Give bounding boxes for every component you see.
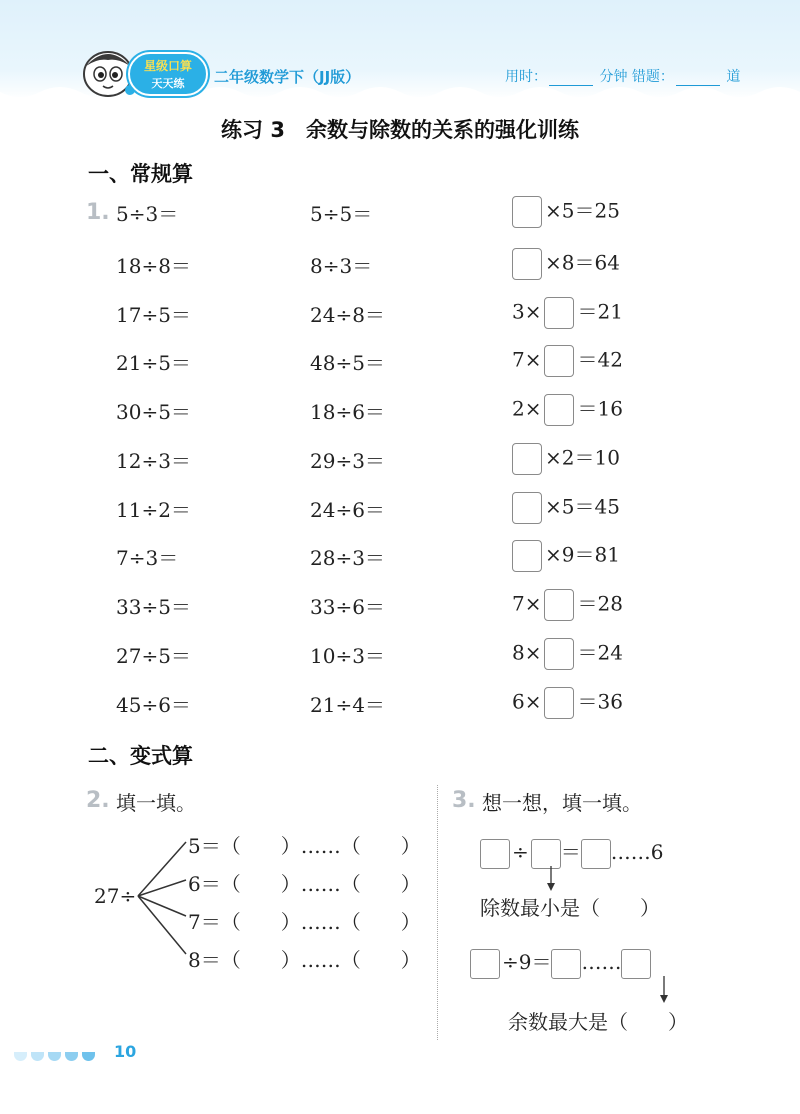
q1-col3-suffix: ×8＝64 <box>545 250 620 275</box>
footer-decoration <box>14 1046 99 1065</box>
question-number-1: 1. <box>86 200 110 225</box>
q1-col1-equation[interactable]: 12÷3＝ <box>116 449 191 473</box>
q1-col1-equation[interactable]: 18÷8＝ <box>116 254 191 278</box>
q3-equation-2 <box>470 946 651 979</box>
series-badge <box>128 52 208 96</box>
branch-lines <box>136 836 188 964</box>
question-3-label: 想一想，填一填。 <box>482 791 642 815</box>
q1-col3-equation <box>512 540 620 572</box>
q1-col1-equation[interactable]: 17÷5＝ <box>116 303 191 327</box>
q1-col3-prefix: 7× <box>512 591 542 616</box>
q1-col3-prefix: 6× <box>512 689 542 714</box>
q1-col1-equation[interactable]: 27÷5＝ <box>116 644 191 668</box>
q1-col2-equation[interactable]: 24÷6＝ <box>310 498 385 522</box>
footer-dot <box>82 1052 95 1061</box>
q1-col2-equation[interactable]: 21÷4＝ <box>310 693 385 717</box>
q1-col2-equation[interactable]: 33÷6＝ <box>310 595 385 619</box>
column-divider <box>437 785 438 1040</box>
q1-col1-equation[interactable]: 5÷3＝ <box>116 202 179 226</box>
q1-col3-suffix: ＝21 <box>577 299 623 324</box>
badge-subtitle: 天天练 <box>151 77 185 90</box>
q1-col3-equation <box>512 443 620 475</box>
q1-col2-equation[interactable]: 8÷3＝ <box>310 254 373 278</box>
answer-box[interactable] <box>544 638 574 670</box>
q1-col3-suffix: ＝42 <box>577 347 623 372</box>
q1-col3-suffix: ＝28 <box>577 591 623 616</box>
q3-equation-1 <box>480 836 664 869</box>
q3-equals-1: ＝ <box>560 840 581 864</box>
section-heading-variant: 二、变式算 <box>88 744 193 768</box>
q3-divisor-box-1[interactable] <box>531 839 561 869</box>
q1-col3-suffix: ＝24 <box>577 640 623 665</box>
q1-col3-suffix: ＝16 <box>577 396 623 421</box>
q3-arrow-2 <box>659 976 669 1004</box>
q1-col3-prefix: 2× <box>512 396 542 421</box>
answer-box[interactable] <box>512 443 542 475</box>
q1-col2-equation[interactable]: 28÷3＝ <box>310 546 385 570</box>
section-heading-routine: 一、常规算 <box>88 162 193 186</box>
q1-col3-equation <box>512 687 623 719</box>
q1-col1-equation[interactable]: 11÷2＝ <box>116 498 191 522</box>
q1-col3-prefix: 8× <box>512 640 542 665</box>
q1-col2-equation[interactable]: 24÷8＝ <box>310 303 385 327</box>
q1-col3-equation <box>512 492 620 524</box>
q1-col3-suffix: ×5＝45 <box>545 494 620 519</box>
q3-answer-2[interactable]: 余数最大是（ ） <box>508 1010 688 1034</box>
q3-divide-sign-1: ÷ <box>512 840 529 864</box>
q3-answer-1[interactable]: 除数最小是（ ） <box>480 896 660 920</box>
q1-col1-equation[interactable]: 21÷5＝ <box>116 351 191 375</box>
answer-box[interactable] <box>544 297 574 329</box>
q1-col1-equation[interactable]: 7÷3＝ <box>116 546 179 570</box>
q3-dividend-box-2[interactable] <box>470 949 500 979</box>
q1-col1-equation[interactable]: 30÷5＝ <box>116 400 191 424</box>
q1-col3-suffix: ×9＝81 <box>545 542 620 567</box>
footer-dot <box>14 1052 27 1061</box>
question-number-3: 3. <box>452 788 476 813</box>
answer-box[interactable] <box>544 687 574 719</box>
q2-row-1[interactable]: 5＝（ ）……（ ） <box>188 834 421 858</box>
q1-col3-equation <box>512 345 623 377</box>
q2-row-4[interactable]: 8＝（ ）……（ ） <box>188 948 421 972</box>
q1-col3-suffix: ×5＝25 <box>545 198 620 223</box>
answer-box[interactable] <box>512 492 542 524</box>
q3-dividend-box-1[interactable] <box>480 839 510 869</box>
q1-col3-equation <box>512 638 623 670</box>
book-title: 二年级数学下（JJ版） <box>214 68 361 86</box>
answer-box[interactable] <box>544 345 574 377</box>
page-number: 10 <box>114 1042 137 1061</box>
answer-box[interactable] <box>512 248 542 280</box>
q1-col3-suffix: ＝36 <box>577 689 623 714</box>
q1-col3-prefix: 7× <box>512 347 542 372</box>
time-blank[interactable] <box>549 71 593 86</box>
q1-col3-suffix: ×2＝10 <box>545 445 620 470</box>
q1-col3-equation <box>512 196 620 228</box>
count-label: 道 <box>726 69 741 85</box>
q2-row-3[interactable]: 7＝（ ）……（ ） <box>188 910 421 934</box>
q1-col3-equation <box>512 248 620 280</box>
q1-col3-equation <box>512 394 623 426</box>
errors-blank[interactable] <box>676 71 720 86</box>
time-label: 用时： <box>505 69 547 85</box>
question-number-2: 2. <box>86 788 110 813</box>
q3-divide-sign-2: ÷9＝ <box>502 950 552 974</box>
q1-col3-prefix: 3× <box>512 299 542 324</box>
badge-title: 星级口算 <box>143 59 192 73</box>
page-title: 练习 3 余数与除数的关系的强化训练 <box>221 118 579 142</box>
errors-label: 错题： <box>631 69 674 85</box>
footer-dot <box>31 1052 44 1061</box>
answer-box[interactable] <box>512 196 542 228</box>
q1-col2-equation[interactable]: 18÷6＝ <box>310 400 385 424</box>
q3-dots-2: …… <box>581 950 622 974</box>
q1-col3-equation <box>512 589 623 621</box>
question-2-label: 填一填。 <box>116 791 196 815</box>
footer-dot <box>48 1052 61 1061</box>
answer-box[interactable] <box>512 540 542 572</box>
q1-col2-equation[interactable]: 48÷5＝ <box>310 351 385 375</box>
q1-col1-equation[interactable]: 45÷6＝ <box>116 693 191 717</box>
q3-remainder-1: ……6 <box>610 840 664 864</box>
q3-remainder-box-2[interactable] <box>621 949 651 979</box>
q3-arrow-1 <box>546 866 556 892</box>
q1-col2-equation[interactable]: 29÷3＝ <box>310 449 385 473</box>
q1-col2-equation[interactable]: 10÷3＝ <box>310 644 385 668</box>
question-2-dividend: 27÷ <box>94 884 137 908</box>
q1-col3-equation <box>512 297 623 329</box>
minute-label: 分钟 <box>599 69 628 85</box>
answer-box[interactable] <box>544 394 574 426</box>
q1-col1-equation[interactable]: 33÷5＝ <box>116 595 191 619</box>
footer-dot <box>65 1052 78 1061</box>
header-meta <box>505 66 740 86</box>
answer-box[interactable] <box>544 589 574 621</box>
q3-quotient-box-2[interactable] <box>551 949 581 979</box>
q2-row-2[interactable]: 6＝（ ）……（ ） <box>188 872 421 896</box>
q3-quotient-box-1[interactable] <box>581 839 611 869</box>
q1-col2-equation[interactable]: 5÷5＝ <box>310 202 373 226</box>
